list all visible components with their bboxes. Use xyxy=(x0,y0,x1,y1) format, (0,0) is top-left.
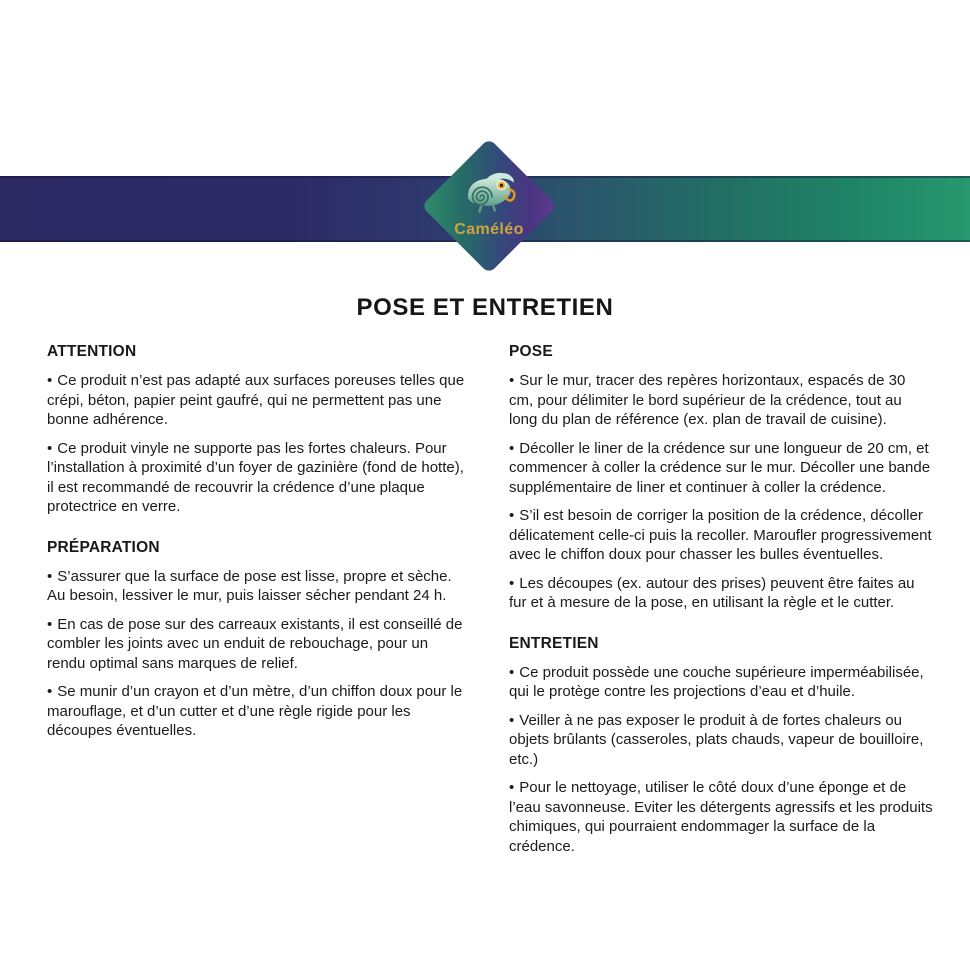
column-right xyxy=(509,343,933,865)
section-preparation xyxy=(47,539,467,741)
section-attention xyxy=(47,343,467,517)
bullet-item xyxy=(47,615,467,674)
bullet-marker: • xyxy=(509,711,515,729)
bullet-text: Ce produit n’est pas adapté aux surfaces poreuses telles que crépi, béton, papier peint gaufré, qui ne permettent pas une bonne adhérence. xyxy=(47,372,465,428)
chameleon-icon xyxy=(458,169,520,219)
bullet-text: En cas de pose sur des carreaux existants, il est conseillé de combler les joints avec un enduit de rebouchage, pour un rendu optimal sans marques de relief. xyxy=(47,615,463,672)
section-heading: ENTRETIEN xyxy=(509,634,599,652)
bullet-text: Veiller à ne pas exposer le produit à de fortes chaleurs ou objets brûlants (casseroles, plats chauds, vapeur de bouilloire, etc.) xyxy=(509,711,924,768)
bullet-text: S’assurer que la surface de pose est lisse, propre et sèche. Au besoin, lessiver le mur, puis laisser sécher pendant 24 h. xyxy=(47,567,452,604)
brand-name: Caméléo xyxy=(454,221,524,238)
bullet-item xyxy=(509,663,933,702)
bullet-marker: • xyxy=(47,615,53,633)
bullet-item xyxy=(509,506,933,565)
bullet-marker: • xyxy=(47,439,53,457)
bullet-text: Décoller le liner de la crédence sur une longueur de 20 cm, et commencer à coller la crédence sur le mur. Décoller une bande supplémentaire de liner et continuer à coller la crédence. xyxy=(509,439,931,496)
page-title: POSE ET ENTRETIEN xyxy=(356,294,614,321)
bullet-item xyxy=(509,371,933,430)
bullet-text: S’il est besoin de corriger la position de la crédence, décoller délicatement celle-ci puis la recoller. Maroufler progressivement avec le chiffon doux pour chasser les bulles éventuelles. xyxy=(509,507,932,563)
bullet-text: Sur le mur, tracer des repères horizontaux, espacés de 30 cm, pour délimiter le bord supérieur de la crédence, tout au long du plan de référence (ex. plan de travail de cuisine). xyxy=(509,372,906,428)
section-heading: ATTENTION xyxy=(47,343,137,360)
bullet-item xyxy=(509,439,933,498)
bullet-marker: • xyxy=(509,779,515,796)
bullet-text: Ce produit possède une couche supérieure imperméabilisée, qui le protège contre les projections d’eau et d’huile. xyxy=(509,663,924,700)
brand-logo-content xyxy=(441,158,537,254)
bullet-marker: • xyxy=(47,372,53,389)
section-heading: PRÉPARATION xyxy=(47,538,160,556)
column-left xyxy=(47,343,467,750)
bullet-item xyxy=(47,439,467,517)
bullet-marker: • xyxy=(509,507,515,524)
bullet-text: Ce produit vinyle ne supporte pas les fortes chaleurs. Pour l’installation à proximité d’un foyer de gazinière (fond de hotte), il est recommandé de recouvrir la crédence d’une plaque protectrice en verre. xyxy=(47,439,464,515)
bullet-marker: • xyxy=(509,663,515,681)
brand-diamond-logo xyxy=(421,138,557,274)
bullet-item xyxy=(47,371,467,430)
bullet-marker: • xyxy=(509,439,515,457)
section-pose xyxy=(509,343,933,613)
bullet-item xyxy=(509,574,933,613)
bullet-text: Les découpes (ex. autour des prises) peuvent être faites au fur et à mesure de la pose, en utilisant la règle et le cutter. xyxy=(509,574,915,611)
bullet-text: Pour le nettoyage, utiliser le côté doux d’une éponge et de l’eau savonneuse. Eviter les détergents agressifs et les produits chimiques, qui pourraient endommager la surface de la crédence. xyxy=(509,779,933,855)
bullet-item xyxy=(509,778,933,856)
bullet-item xyxy=(509,711,933,770)
section-entretien xyxy=(509,635,933,857)
bullet-marker: • xyxy=(47,683,53,700)
bullet-item xyxy=(47,682,467,741)
bullet-marker: • xyxy=(509,574,515,592)
section-heading: POSE xyxy=(509,343,553,360)
bullet-marker: • xyxy=(47,567,53,585)
bullet-marker: • xyxy=(509,372,515,389)
bullet-item xyxy=(47,567,467,606)
bullet-text: Se munir d’un crayon et d’un mètre, d’un chiffon doux pour le marouflage, et d’un cutter et d’une règle rigide pour les découpes éventuelles. xyxy=(47,683,463,739)
